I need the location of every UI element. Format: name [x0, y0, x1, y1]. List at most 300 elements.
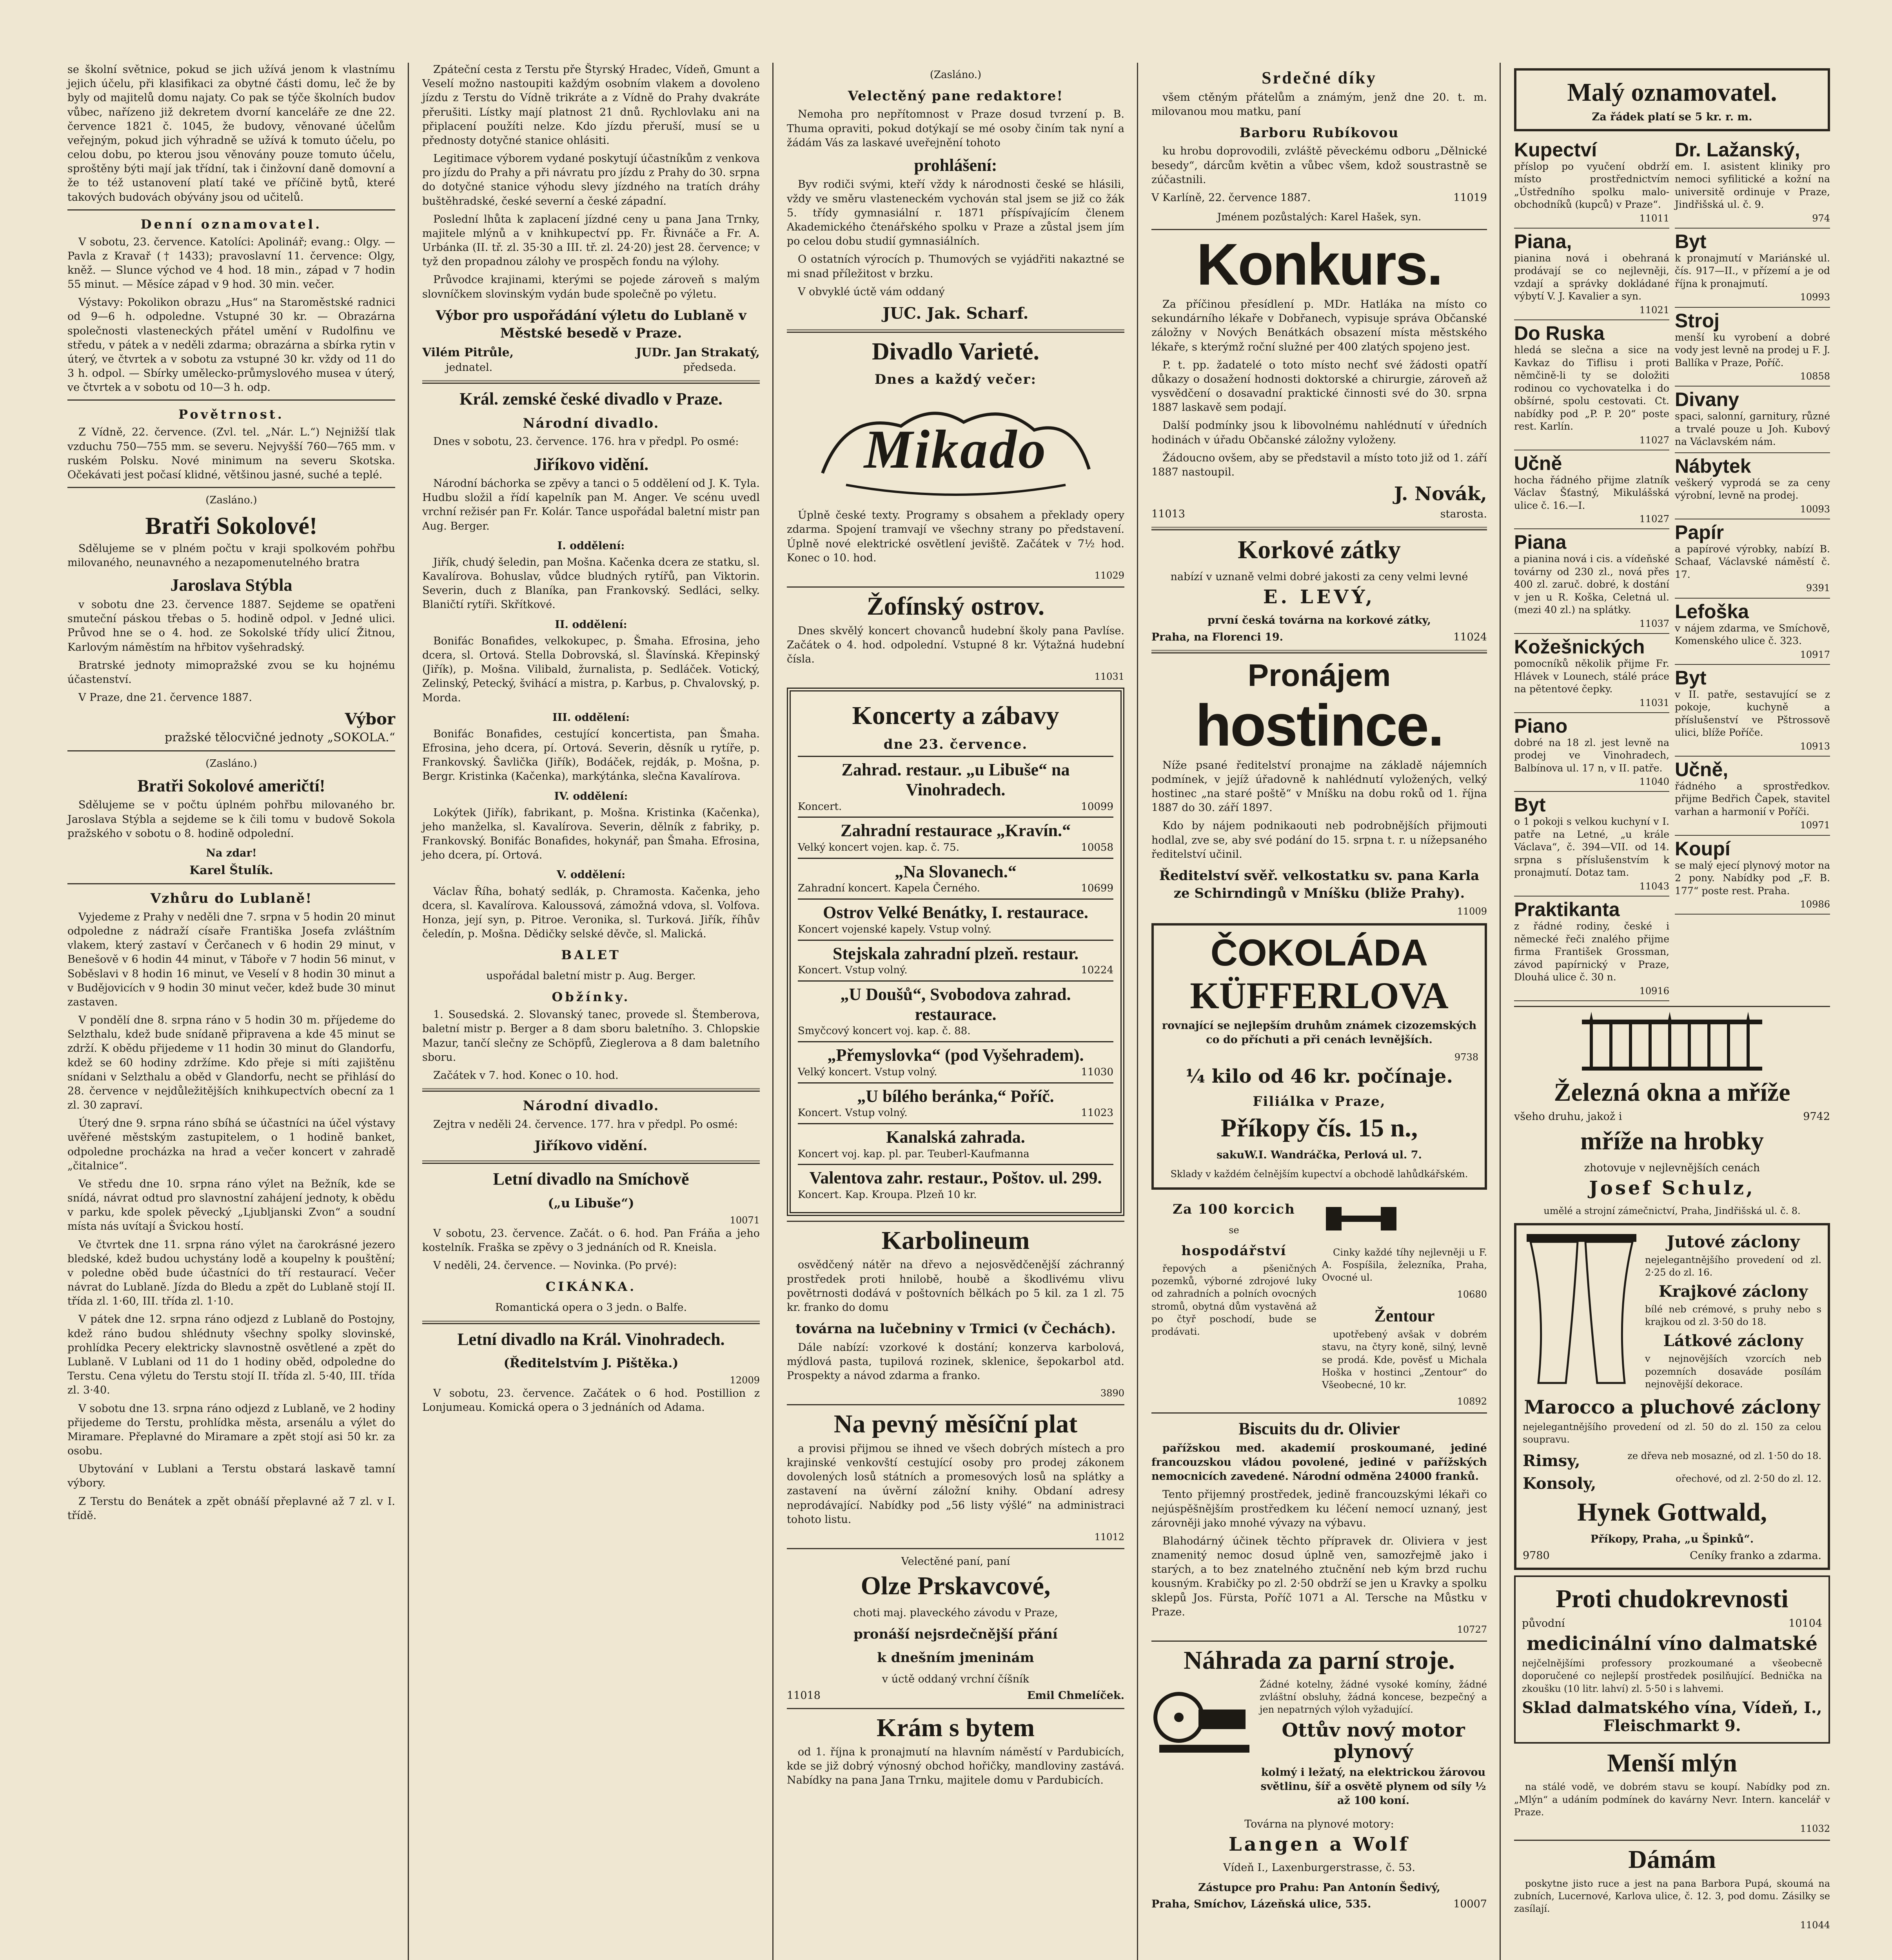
ad-text: Cinky každé tíhy nejlevněji u F. A. Fospíšila, železníka, Praha, Ovocné ul.	[1322, 1247, 1487, 1283]
cast-list: Jiřík, chudý šeledin, pan Mošna. Kačenka dcera ze statku, sl. Kavalírova. Bohuslav, vůdce bludných rytířů, pan Viktorin. Severin, duch z Blaníka, pan Frankovský. Sedláci, selky. Blaničtí rytíři. Skřítkové.	[422, 556, 760, 611]
divider	[422, 1321, 760, 1324]
ad-text: Níže psané ředitelství pronajme na základě nájemních podmínek, v jejíž úřadovně k nahlédnutí vyložených, velký hostinec „na staré poště“ v Mníšku na dobu roků od 1. října 1887 do 30. září 1897.	[1151, 759, 1487, 814]
divider	[1514, 1006, 1830, 1007]
theatre-subheading: Národní divadlo.	[523, 1098, 659, 1114]
venue-entry	[798, 817, 1113, 857]
signature-right-role: předseda.	[683, 361, 736, 374]
ad-text: ze dřeva neb mosazné, od zl. 1·50 do 18.	[1627, 1450, 1821, 1462]
notice-heading: Srdečné díky	[1262, 68, 1377, 87]
ad-text: nabízí v uznaně velmi dobré jakosti za ceny velmi levné	[1170, 571, 1468, 583]
ad-number: 11023	[1081, 1107, 1113, 1119]
article-text: Byv rodiči svými, kteří vždy k národnosti české se hlásili, vždy ve směru vlasteneckém vychován stal jsem se již co žák 5. třídy gymnasiální r. 1871 příspívajícím členem Akademického čtenářského spolku v Praze a zůstal jsem jím po celou dobu studií gymnasiálních.	[787, 178, 1124, 248]
classified-ad	[1675, 308, 1830, 387]
classifieds-left	[1514, 137, 1669, 1001]
ad-heading: Krám s bytem	[876, 1713, 1035, 1742]
classified-text: příslop po vyučení obdrží místo prostřednictvím „Ústředního spolku maloobchodníků (kupců) v Praze“.	[1514, 160, 1669, 211]
ad-number: 11018	[787, 1690, 821, 1702]
article-text: V pátek dne 12. srpna ráno odjezd z Lublaně do Postojny, kdež ráno budou shlédnuty všechny spolky slovinské, prohlídka Pecery elektricky slavnostně osvětlené a zpět do Lublaně. V Lublani od 11 do 1 hodiny oběd, odpoledne do Terstu. Cena výletu do Terstu stojí II. třída zl. 5·40, III. třída zl. 3·40.	[67, 1313, 395, 1397]
divider	[787, 586, 1124, 588]
notice-text: ku hrobu doprovodili, zvláště pěveckému odboru „Dělnické besedy“, dárcům květin a vůbec všem, kdož soustrastně se zúčastnili.	[1151, 145, 1487, 186]
ad-heading: Žentour	[1374, 1306, 1435, 1325]
ad-number: 10986	[1800, 899, 1830, 910]
ad-text: Další podmínky jsou k libovolnému nahlédnutí v úředních hodinách v úřadu Občanské záložny vyloženy.	[1151, 419, 1487, 446]
motor-ad	[1151, 1678, 1487, 1812]
act-heading: II. oddělení:	[555, 618, 627, 631]
classified-text: k pronajmutí v Mariánské ul. čís. 917—II., v přízemí a je od října k pronajmutí.	[1675, 252, 1830, 289]
date-line: V Karlíně, 22. července 1887.	[1151, 192, 1311, 204]
ad-footer	[1151, 1897, 1487, 1911]
venue-list	[798, 756, 1113, 1205]
ballet-list: 1. Sousedská. 2. Slovanský tanec, provede sl. Štemberova, baletní mistr p. Berger a 8 dam sboru baletního. 3. Chlopskie Mazur, tančí slečny ze Schöpfů, Zieglerova a 8 dam baletního sboru.	[422, 1009, 760, 1063]
ad-heading: Karbolineum	[881, 1226, 1030, 1255]
ad-address: Příkopy, Praha, „u Špinků“.	[1590, 1533, 1754, 1546]
chocolate-ad	[1151, 923, 1487, 1190]
article-heading: Vzhůru do Lublaně!	[150, 891, 312, 907]
play-title: Jiříkovo vidění.	[534, 1138, 648, 1154]
classified-keyword: Kupectví	[1514, 138, 1597, 161]
classified-text: menší ku vyrobení a dobré vody jest levně na prodej u F. J. Ballíka v Praze, Poříč.	[1675, 331, 1830, 368]
mikado-logo	[787, 391, 1124, 508]
article-text: Průvodce krajinami, kterými se pojede zároveň s malým slovníčkem slovinským vydán bude společně po výletu.	[422, 274, 760, 300]
ad-address: Praha, Smíchov, Lázeňská ulice, 535.	[1151, 1898, 1371, 1910]
ad-number: 10099	[1081, 800, 1113, 813]
ad-number: 10071	[730, 1214, 760, 1226]
notice-heading: Bratři Sokolové!	[145, 512, 318, 539]
divider	[67, 750, 395, 751]
venue-entry	[798, 940, 1113, 980]
classified-ad	[1514, 634, 1669, 713]
greeting-name: Olze Prskavcové,	[861, 1572, 1051, 1601]
article-text: v sobotu dne 23. července 1887. Sejdeme se opatřeni smuteční páskou třebas o 5. hodině odpol. v Jedné ulici. Průvod hne se o 4. hod. ze Sokolské třídy ulicí Žitnou, Karlovým náměstím na hřbitov vyšehradský.	[67, 599, 395, 653]
article-text: Ve čtvrtek dne 11. srpna ráno výlet na čarokrásné jezero bledské, kdež budou uchystány lodě a koupelny k pouštění; v poledne oběd bude účastníci do tří restaurací. Večer návrat do Lublaně. Jízda do Bledu a zpět do Lublaně stojí II. třída zl. 1·60, III. třída zl. 1·10.	[67, 1238, 395, 1308]
ad-text: nejelegantnějšího provedení od zl. 50 do zl. 150 za celou soupravu.	[1523, 1421, 1821, 1445]
greeting-pre: Velectěné paní, paní	[901, 1555, 1010, 1568]
ad-text: řepových a pšeničných pozemků, výborné zdrojové luky od zahradních a polních ovocných stromů, obytná dům vystavěná až po čtyř poschodí, bude se prodávati.	[1151, 1263, 1316, 1337]
venue-details	[798, 1065, 1113, 1079]
divider	[787, 1708, 1124, 1709]
divider	[67, 487, 395, 488]
classified-text: spaci, salonní, garnitury, různé a trvalé pouze u Joh. Kubový na Václavském nám.	[1675, 410, 1830, 448]
divider	[67, 209, 395, 211]
ad-text: Žádné kotelny, žádné vysoké komíny, žádné zvláštní obsluhy, žádná koncese, bezpečný a jen nepatrných výloh vyžadující.	[1260, 1679, 1487, 1715]
venue-info: Velký koncert. Vstup volný.	[798, 1066, 937, 1078]
article-text: Dnes skvělý koncert chovanců hudební školy pana Pavlíse. Začátek o 4. hod. odpolední. Vstupné 8 kr. Výtažná hudební čísla.	[787, 624, 1124, 665]
signature-role: starosta.	[1440, 508, 1487, 521]
notice-text: všem ctěným přátelům a známým, jenž dne 20. t. m. milovanou mou matku, paní	[1151, 91, 1487, 118]
ad-heading: medicinální víno dalmatské	[1526, 1633, 1818, 1655]
ad-number: 11040	[1639, 776, 1669, 788]
ad-heading: Náhrada za parní stroje.	[1184, 1646, 1455, 1675]
ad-heading: ČOKOLÁDA	[1210, 932, 1428, 974]
classified-text: se malý ejecí plynový motor na 2 pony. Nabídky pod „F. B. 177“ poste rest. Praha.	[1675, 859, 1830, 897]
ad-heading: Pronájem	[1247, 657, 1391, 693]
ad-number: 11019	[1453, 192, 1487, 204]
gas-engine-icon	[1151, 1678, 1253, 1757]
ad-heading: Divadlo Varieté.	[872, 338, 1040, 365]
ad-number: 11027	[1639, 434, 1669, 446]
classified-keyword: Lefoška	[1675, 600, 1749, 622]
venue-name: Zahrad. restaur. „u Libuše“ na Vinohradech.	[841, 760, 1070, 800]
ad-line	[1522, 1617, 1822, 1631]
ad-text: kolmý i ležatý, na elektrickou žárovou světlinu, šíř a osvětě plynem od síly ½ až 100 koní.	[1260, 1766, 1486, 1807]
signature: Výbor	[345, 710, 395, 729]
article-heading: prohlášení:	[914, 155, 997, 175]
venue-details	[798, 800, 1113, 814]
ad-number: 10971	[1800, 820, 1830, 831]
venue-info: Smyčcový koncert voj. kap. č. 88.	[798, 1025, 971, 1037]
theatre-subheading: (Ředitelstvím J. Pištěka.)	[503, 1356, 679, 1371]
divider	[787, 1548, 1124, 1549]
ad-heading: Konsoly,	[1523, 1474, 1596, 1493]
dumbbell-icon	[1322, 1195, 1400, 1242]
article-text: Národní báchorka se zpěvy a tanci o 5 oddělení od J. K. Tyla. Hudbu složil a řídí kapelník pan M. Anger. Ve scénu uvedl vrchní režisér pan Fr. Kolár. Tance uspořádal baletní mistr pan Aug. Berger.	[422, 477, 760, 532]
ad-text: Tento přijemný prostředek, jedině francouzskými lékaři co nejúspěšnějším prostředkem ku léčení nemocí uznaný, jest zárovněji jako mnohé vývazy na výbavu.	[1151, 1488, 1487, 1529]
ad-number: 10858	[1800, 371, 1830, 382]
ad-heading: Korkové zátky	[1237, 535, 1401, 564]
ad-text: nejčelnějšími professory prozkoumané a všeobecně doporučené co nejlepší prostředek posilňující. Bednička na zkoušku (10 litr. lahví) zl. 5·50 i s lahvemi.	[1522, 1658, 1822, 1694]
classified-text: řádného a sprostředkov. přijme Bedřich Čapek, stavitel varhan a harmonií v Poříči.	[1675, 780, 1830, 817]
ad-heading: Jutové záclony	[1667, 1232, 1800, 1251]
venue-entry	[798, 898, 1113, 939]
column-rule	[772, 63, 774, 1960]
classified-keyword: Praktikanta	[1514, 898, 1620, 921]
venue-details	[798, 882, 1113, 895]
divider	[67, 399, 395, 401]
article-text: V obvyklé úctě vám oddaný	[798, 285, 945, 298]
ad-text: Kdo by nájem podnikaouti neb podrobnějších přijmouti hodlal, zve se, aby své podání do 15. srpna t. r. u nížepsaného ředitelství učinil.	[1151, 820, 1487, 860]
divider	[1151, 1412, 1487, 1414]
ad-text: Ceníky franko a zdarma.	[1690, 1550, 1821, 1562]
ad-number: 11011	[1639, 212, 1669, 224]
theatre-subheading: („u Libuše“)	[548, 1195, 634, 1210]
times: Začátek v 7. hod. Konec o 10. hod.	[433, 1069, 619, 1082]
ad-firm: E. LEVÝ,	[1263, 586, 1376, 608]
ad-text: Za příčinou přesídlení p. MDr. Hatláka na místo co sekundárního lékaře v Dobřanech, vypisuje správa Občanské záložny v Nových Benátkách obsazení místa městského lékaře, s kterýmž roční služné per 400 zlatých spojeno jest.	[1151, 298, 1487, 353]
ad-text: bílé neb crémové, s pruhy nebo s krajkou od zl. 3·50 do 18.	[1645, 1304, 1821, 1328]
ad-text: původní	[1522, 1617, 1565, 1630]
ad-text: se	[1229, 1225, 1239, 1236]
ad-text: Vídeň I., Laxenburgerstrasse, č. 53.	[1223, 1862, 1415, 1874]
ad-number: 10892	[1457, 1396, 1487, 1407]
article-text: V neděli, 24. července. — Novinka. (Po prvé):	[433, 1259, 677, 1272]
venue-info: Koncert.	[798, 800, 842, 813]
ballet-title: Obžínky.	[552, 989, 630, 1005]
classified-ad	[1675, 757, 1830, 836]
weights-ad	[1322, 1195, 1487, 1408]
ad-text: zhotovuje v nejlevnějších cenách	[1584, 1162, 1760, 1174]
venue-entry	[798, 1123, 1113, 1164]
ad-number: 10727	[1457, 1624, 1487, 1635]
venue-info: Koncert vojenské kapely. Vstup volný.	[798, 923, 991, 935]
classified-text: em. I. asistent kliniky pro nemoci syfilitické a kožní na universitě ordinuje v Praze, Jindřišská ul. č. 9.	[1675, 160, 1830, 211]
ad-heading: KÜFFERLOVA	[1190, 974, 1449, 1016]
ad-line	[1514, 1110, 1830, 1124]
article-heading: Velectěný pane redaktore!	[848, 88, 1064, 104]
article-text: Bratrské jednoty mimopražské zvou se ku hojnému účastenství.	[67, 659, 395, 686]
classified-keyword: Dr. Lažanský,	[1675, 138, 1800, 161]
greeting-footer	[787, 1689, 1124, 1703]
ad-text: na stálé vodě, ve dobrém stavu se koupí. Nabídky pod zn. „Mlýn“ a udáním podmínek do kavárny Nevr. Intern. kancelář v Praze.	[1514, 1781, 1830, 1818]
iron-grille-icon	[1574, 1012, 1770, 1074]
curtains-top	[1523, 1230, 1821, 1394]
ad-text: poskytne jisto ruce a jest na pana Barbora Pupá, skoumá na zubních, Lucernové, Karlova ulice, č. 12. 3, pod domu. Zásilky se zasílají.	[1514, 1878, 1830, 1914]
article-text: se školní světnice, pokud se jich užívá jenom k vlastnímu jejich účelu, při klasifikaci za obytné části domu, leč že by byly od majitelů domu najaty. Co pak se týče školních budov vůbec, nařízeno již dekretem dvorní kanceláře ze dne 22. července 1821 č. 1045, že budovy, věnované účelům veřejným, pokud jich výhradně se užívá k tomuto účelu, po celou dobu, po kterou jsou věnovány pouze tomuto účelu, sproštěny býti mají jak třídní, tak i činžovní daně domovní a že to též ustanovení platí také ve příčině bytů, které takových budovách obývány jsou od učitelů.	[67, 64, 395, 203]
ad-text: Blahodárný účinek těchto přípravek dr. Oliviera v jest znamenitý nemoc dosud úplně ven, samozřejmě jako i starých, a to bez znatelného ztučnění neb kým brzd ruchu kousným. Krabičky po zl. 2·50 obdrží se jen u Kravky a spolku sklepů Jos. Fürsta, Poříč 1071 a Al. Tersche na Můstku v Praze.	[1151, 1535, 1487, 1618]
ad-firm: Sklad dalmatského vína, Vídeň, I., Fleischmarkt 9.	[1522, 1698, 1822, 1735]
cast-list: Lokýtek (Jiřík), fabrikant, p. Mošna. Kristinka (Kačenka), jeho manželka, sl. Kavalírova. Severin, dělník z fabriky, p. Frankovský. Bonifác Bonafides, hokynář, pan Šmaha. Efrosina, jeho dcera, pí. Ortová.	[422, 806, 760, 862]
divider	[787, 1221, 1124, 1222]
venue-details	[798, 964, 1113, 977]
curtains-ad	[1514, 1223, 1830, 1570]
article-text: Vyjedeme z Prahy v neděli dne 7. srpna v 5 hodin 20 minut odpoledne z nádraží císaře Františka Josefa zvláštním vlakem, který zastaví v Čerčanech v 6 hodin 29 minut, v Benešově v 6 hodin 44 minut, v Táboře v 7 hodin 56 minut, v Soběslavi v 8 hodin 16 minut, ve Veselí v 8 hodin 30 minut a v Budějovicích v 9 hodin 30 minut večer, kdež bude 30 minut zastaven.	[67, 911, 395, 1008]
theatre-heading: Letní divadlo na Smíchově	[493, 1169, 689, 1189]
divider	[787, 329, 1124, 333]
divider	[1151, 229, 1487, 230]
ad-number: 11009	[1457, 906, 1487, 917]
divider	[422, 1088, 760, 1092]
article-text: V sobotu, 23. července. Začát. o 6. hod. Pan Fráňa a jeho kostelník. Fraška se zpěvy o 3 jednáních od R. Kneisla.	[422, 1227, 760, 1254]
column-5	[1505, 63, 1839, 1960]
classified-ad	[1514, 137, 1669, 229]
article-text: Ubytování v Lublani a Terstu obstará laskavě tamní výbory.	[67, 1463, 395, 1490]
classified-text: v II. patře, sestavující se z pokoje, kuchyně a příslušenství ve Pštrossově ulici, blíže Poříče.	[1675, 688, 1830, 739]
classified-keyword: Piano	[1514, 715, 1568, 737]
classified-ad	[1675, 836, 1830, 915]
motor-text	[1260, 1678, 1487, 1812]
article-text: Z Terstu do Benátek a zpět obnáší přeplavné až 7 zl. v I. třídě.	[67, 1495, 395, 1522]
ad-heading: Na pevný měsíční plat	[833, 1410, 1078, 1439]
cast-list: Václav Říha, bohatý sedlák, p. Chramosta. Kačenka, jeho dcera, sl. Kavalírova. Kaloussová, zámožná vdova, sl. Volfova. Honza, její syn, p. Pitroe. Veronika, sl. Turková. Jiřík, říhův čeledín, p. Mošna. Dědičky selské děvče, sl. Malická.	[422, 885, 760, 940]
classifieds-rate: Za řádek platí se 5 kr. r. m.	[1592, 111, 1752, 123]
concerts-box	[787, 688, 1124, 1216]
note: (Zasláno.)	[930, 69, 982, 81]
ad-text: Zástupce pro Prahu: Pan Antonín Šedivý,	[1198, 1881, 1440, 1894]
deceased-name: Jaroslava Stýbla	[170, 575, 292, 595]
ad-number: 11027	[1639, 514, 1669, 525]
classified-ad	[1675, 137, 1830, 229]
article-text: V sobotu, 23. července. Katolíci: Apolinář; evang.: Olgy. — Pavla z Kravař († 1433); pravoslavní 11. července: Olgy, kněž. — Slunce východ ve 4 hod. 18 min., západ v 7 hodin 55 minut. — Měsíce západ v 9 hod. 30 min. večer.	[67, 236, 395, 291]
greeting-text: k dnešním jmeninám	[877, 1650, 1034, 1666]
ad-firm: Ředitelství svěř. velkostatku sv. pana Karla ze Schirndingů v Mníšku (bliže Prahy).	[1159, 867, 1480, 902]
act-heading: I. oddělení:	[557, 539, 625, 552]
article-text: Úplně české texty. Programy s obsahem a překlady opery zdarma. Spojení tramvají ve všechny strany po představení. Úplně nové elektrické osvětlení jeviště. Začátek v 7½ hod. Konec o 10. hod.	[787, 509, 1124, 564]
note: (Zasláno.)	[205, 757, 257, 769]
ad-text: sakuW.I. Wandráčka, Perlová ul. 7.	[1217, 1149, 1422, 1161]
ad-number: 12009	[730, 1374, 760, 1386]
classified-ad	[1675, 453, 1830, 519]
section-heading: Denní oznamovatel.	[140, 216, 322, 232]
divider	[787, 1404, 1124, 1405]
article-text: Sdělujeme se v plném počtu v kraji spolkovém pohřbu milovaného, neunavného a nezapomenutelného bratra	[67, 543, 395, 569]
classified-ad	[1675, 387, 1830, 453]
classified-keyword: Učně,	[1675, 758, 1729, 780]
ad-number: 10680	[1457, 1289, 1487, 1300]
ballet-sub: uspořádal baletní mistr p. Aug. Berger.	[486, 970, 696, 982]
ad-number: 11030	[1081, 1066, 1113, 1078]
divider	[1151, 1641, 1487, 1642]
classified-ad	[1514, 529, 1669, 634]
ad-firm: Josef Schulz,	[1589, 1177, 1755, 1200]
ad-number: 10104	[1789, 1617, 1822, 1630]
ad-number: 10916	[1639, 985, 1669, 996]
article-text: Legitimace výborem vydané poskytují účastníkům z venkova pro jízdu do Prahy a při návratu pro jízdu z Prahy do 30. srpna do dotyčné stanice výhodu slevy jízdného na tratích dráhy buštěhradské, české severní a české západní.	[422, 152, 760, 207]
ad-text: osvědčený nátěr na dřevo a nejosvědčenější záchranný prostředek proti hnilobě, houbě a škodlivému vlivu povětrnosti dodává v poštovních bělkách po 5 kil. za 1 zl. 75 kr. franko do domu	[787, 1259, 1124, 1314]
ad-number: 10093	[1800, 503, 1830, 515]
classified-ad	[1514, 713, 1669, 792]
ad-heading: Žofínský ostrov.	[866, 592, 1045, 621]
greeting-text: pronáší nejsrdečnější přání	[853, 1626, 1058, 1642]
signature-right: JUDr. Jan Strakatý,	[636, 345, 760, 359]
classified-keyword: Do Ruska	[1514, 322, 1605, 345]
ad-number: 11032	[1800, 1823, 1830, 1834]
classifieds-right	[1675, 137, 1830, 1001]
ad-number: 11037	[1639, 618, 1669, 629]
venue-info: Koncert. Vstup volný.	[798, 964, 908, 976]
ad-number: 11029	[1094, 570, 1124, 581]
ad-firm: Langen a Wolf	[1228, 1833, 1410, 1856]
venue-details	[798, 841, 1113, 855]
theatre-subheading: Národní divadlo.	[523, 415, 659, 431]
ballet-heading: BALET	[561, 947, 621, 963]
venue-details	[798, 1147, 1113, 1161]
column-rule	[1500, 63, 1501, 1960]
venue-info: Velký koncert vojen. kap. č. 75.	[798, 842, 959, 854]
ad-text: ořechové, od zl. 2·50 do zl. 12.	[1676, 1473, 1821, 1485]
greeting: Na zdar!	[206, 847, 257, 859]
ad-number: 974	[1812, 212, 1830, 224]
article-text: V sobotu, 23. července. Začátek o 6 hod. Postillion z Lonjumeau. Komická opera o 3 jednáních od Adama.	[422, 1387, 760, 1414]
classified-keyword: Papír	[1675, 521, 1724, 543]
venue-name: „Na Slovanech.“	[895, 862, 1017, 881]
ad-text: první česká továrna na korkové zátky,	[1207, 614, 1431, 627]
signature-sub: pražské tělocvičné jednoty „SOKOLA.“	[165, 730, 395, 744]
signature-left: Vilém Pitrůle,	[422, 345, 514, 359]
venue-details	[798, 1024, 1113, 1038]
divider	[1514, 1840, 1830, 1841]
ad-number: 10699	[1081, 882, 1113, 895]
venue-name: „Přemyslovka“ (pod Vyšehradem).	[827, 1045, 1084, 1065]
signature: J. Novák,	[1394, 483, 1487, 505]
venue-name: „U Doušů“, Svobodova zahrad. restaurace.	[840, 985, 1071, 1024]
article-text: Dnes v sobotu, 23. července. 176. hra v předpl. Po osmé:	[433, 436, 739, 448]
act-heading: III. oddělení:	[552, 711, 630, 724]
theatre-heading: Letní divadlo na Král. Vinohradech.	[457, 1329, 725, 1349]
ad-heading: Krajkové záclony	[1658, 1282, 1808, 1301]
cast-list: Bonifác Bonafides, cestující koncertista, pan Šmaha. Efrosina, jeho dcera, pí. Ortová. Severin, děsník u rytíře, p. Frankovský. Šavlička (Jiřík), Bodáček, rejdák, p. Mošna, p. Bergr. Kristinka (Kačenka), markýtánka, slečna Kavalírova.	[422, 728, 760, 783]
classified-keyword: Divany	[1675, 388, 1739, 411]
ad-number: 11031	[1639, 697, 1669, 708]
cast-list: Bonifác Bonafides, velkokupec, p. Šmaha. Efrosina, jeho dcera, sl. Ortová. Stella Dobrovská, sl. Šlavínská. Křepinský (Jiřík), p. Mošna. Vilibald, žurnalista, p. Sedláček. Votický, Zelinský, Petecký, švihácí a mistra, p. Karbus, p. Chvalovský, p. Morda.	[422, 635, 760, 704]
classified-text: a pianina nová i cis. a vídeňské továrny od 230 zl., nová přes 400 zl. zaruč. dobré, k dostání v jen u R. Koška, Celetná ul. (mezi 40 zl.) na splátky.	[1514, 553, 1669, 616]
signature: Emil Chmelíček.	[1027, 1690, 1124, 1702]
divider	[1151, 527, 1487, 530]
article-text: Sdělujeme se v počtu úplném pohřbu milovaného br. Jaroslava Stýbla a sejdeme se k čili tomu v budově Sokola pražského v sobotu o 8. hodině odpolední.	[67, 799, 395, 840]
venue-entry	[798, 1041, 1113, 1082]
play-sub: Romantická opera o 3 jedn. o Balfe.	[495, 1301, 687, 1314]
classified-text: hocha řádného přijme zlatník Václav Šťastný, Mikulášská ulice č. 16.—I.	[1514, 474, 1669, 511]
ad-text: pařížskou med. akademií proskoumané, jediné francouzskou vládou povolené, jediné v pařížských nemocnicích zavedené. Národní odměna 24000 franků.	[1151, 1442, 1487, 1483]
ad-number: 11044	[1800, 1920, 1830, 1931]
column-rule	[1137, 63, 1138, 1960]
classified-text: pomocníků několik přijme Fr. Hlávek v Lounech, stálé práce na pětentové čepky.	[1514, 658, 1669, 695]
article-text: Úterý dne 9. srpna ráno sbíhá se účastníci na účel výstavy uvěřené městským zastupitelem, o 1 hodině banket, odpoledne procházka na hrad a večer koncert v zahradě „čitalnice“.	[67, 1117, 395, 1172]
classified-ad	[1675, 229, 1830, 308]
ad-heading: Látkové záclony	[1663, 1332, 1803, 1350]
ad-text: P. t. pp. žadatelé o toto místo nechť své žádosti opatří důkazy o dosažení hodnosti doktorské a chirurgie, zároveň až vysvědčení o dosavadní praktické činnosti své do 30. srpna 1887 laskavě sem podají.	[1151, 359, 1487, 414]
concerts-date: dne 23. července.	[883, 736, 1028, 752]
venue-info: Zahradní koncert. Kapela Černého.	[798, 882, 980, 895]
classified-ad	[1675, 665, 1830, 757]
farm-ad	[1151, 1195, 1316, 1408]
play-title: CIKÁNKA.	[545, 1279, 637, 1294]
section-heading: Povětrnost.	[178, 407, 284, 422]
ad-number: 9780	[1523, 1550, 1550, 1562]
farm-ads	[1151, 1195, 1487, 1408]
divider	[422, 1160, 760, 1164]
venue-details	[798, 1188, 1113, 1202]
notice-heading: Bratři Sokolové američtí!	[137, 776, 325, 795]
ad-number: 9738	[1454, 1052, 1478, 1063]
ad-number: 10913	[1800, 740, 1830, 752]
ad-text: Továrna na plynové motory:	[1244, 1818, 1394, 1831]
theatre-heading: Král. zemské české divadlo v Praze.	[459, 389, 723, 409]
venue-name: Stejskala zahradní plzeň. restaur.	[832, 944, 1079, 963]
classified-keyword: Učně	[1514, 452, 1562, 474]
ad-footer	[1523, 1549, 1821, 1563]
venue-entry	[798, 980, 1113, 1041]
ad-number: 10917	[1800, 649, 1830, 660]
ad-heading: Proti chudokrevnosti	[1556, 1584, 1789, 1613]
venue-name: Kanalská zahrada.	[886, 1127, 1025, 1147]
column-1	[59, 63, 404, 1960]
classified-keyword: Byt	[1675, 666, 1707, 689]
article-text: V sobotu dne 13. srpna ráno odjezd z Lublaně, ve 2 hodiny přijedeme do Terstu, prohlídka města, arsenálu a výlet do Miramare. Přeplavné do Miramare a zpět stojí asi 50 kr. za osobu.	[67, 1402, 395, 1457]
ad-number: 9391	[1806, 583, 1830, 594]
ad-heading-large: hostince.	[1195, 692, 1443, 758]
ad-text: všeho druhu, jakož i	[1514, 1111, 1622, 1123]
deceased-name: Barboru Rubíkovou	[1239, 125, 1399, 141]
ad-text: Filiálka v Praze,	[1253, 1094, 1386, 1110]
ad-text: rovnající se nejlepším druhům známek cizozemských co do příchuti a při cenách levnějších.	[1162, 1019, 1477, 1046]
ad-number: 9742	[1803, 1111, 1830, 1123]
ad-line	[1523, 1472, 1821, 1495]
ad-heading: Biscuits du dr. Olivier	[1238, 1419, 1400, 1439]
ad-heading: hospodářství	[1181, 1243, 1287, 1259]
ad-heading: Menší mlýn	[1607, 1748, 1737, 1777]
classified-text: veškerý vyprodá se za ceny výrobní, levně na prodej.	[1675, 477, 1830, 501]
classifieds-grid	[1514, 137, 1830, 1001]
ad-number: 11012	[1094, 1531, 1124, 1543]
classified-text: pianina nová i obehraná prodávají se co nejlevněji, vzdají a správky dokládané výbytí V. J. Kavalier a syn.	[1514, 252, 1669, 302]
ad-text: Sklady v každém čelnějším kupectví a obchodě lahůdkářském.	[1170, 1168, 1468, 1180]
venue-name: Zahradní restaurace „Kravín.“	[840, 821, 1071, 840]
article-text: Zejtra v neděli 24. července. 177. hra v předpl. Po osmé:	[433, 1118, 738, 1131]
article-text: Nemoha pro nepřítomnost v Praze dosud tvrzení p. B. Thuma opraviti, pokud dotýkají se mé osoby činím tak nyní a žádám Vás za laskavé uveřejnění tohoto	[787, 108, 1124, 149]
ad-heading: Marocco a pluchové záclony	[1524, 1396, 1820, 1418]
signature-role-row	[1151, 507, 1487, 521]
classified-text: v nájem zdarma, ve Smíchově, Komenského ulice č. 323.	[1675, 622, 1830, 647]
ad-heading: Ottův nový motor plynový	[1282, 1719, 1465, 1763]
committee-heading: Výbor pro uspořádání výletu do Lublaně v Městské besedě v Praze.	[436, 307, 746, 341]
ad-heading: Konkurs.	[1196, 231, 1442, 297]
ad-address: Příkopy čís. 15 n.,	[1220, 1114, 1418, 1142]
ad-text: Dále nabízí: vzorkové k dostání; konzerva karbolová, mýdlová pasta, tupilová rozinek, sklenice, šepokarbol atd. Prospekty a návod zdarma a franko.	[787, 1341, 1124, 1382]
ad-footer	[1151, 630, 1487, 644]
ad-heading: Rimsy,	[1523, 1452, 1580, 1470]
classified-text: dobré na 18 zl. jest levně na prodej ve Vinohradech, Balbínova ul. 17 n, v II. patře.	[1514, 737, 1669, 774]
venue-name: Ostrov Velké Benátky, I. restaurace.	[823, 903, 1088, 922]
classified-text: z řádné rodiny, české i německé řeči znalého přijme firma František Grossman, závod papírnický v Praze, Dlouhá ulice č. 30 n.	[1514, 920, 1669, 983]
